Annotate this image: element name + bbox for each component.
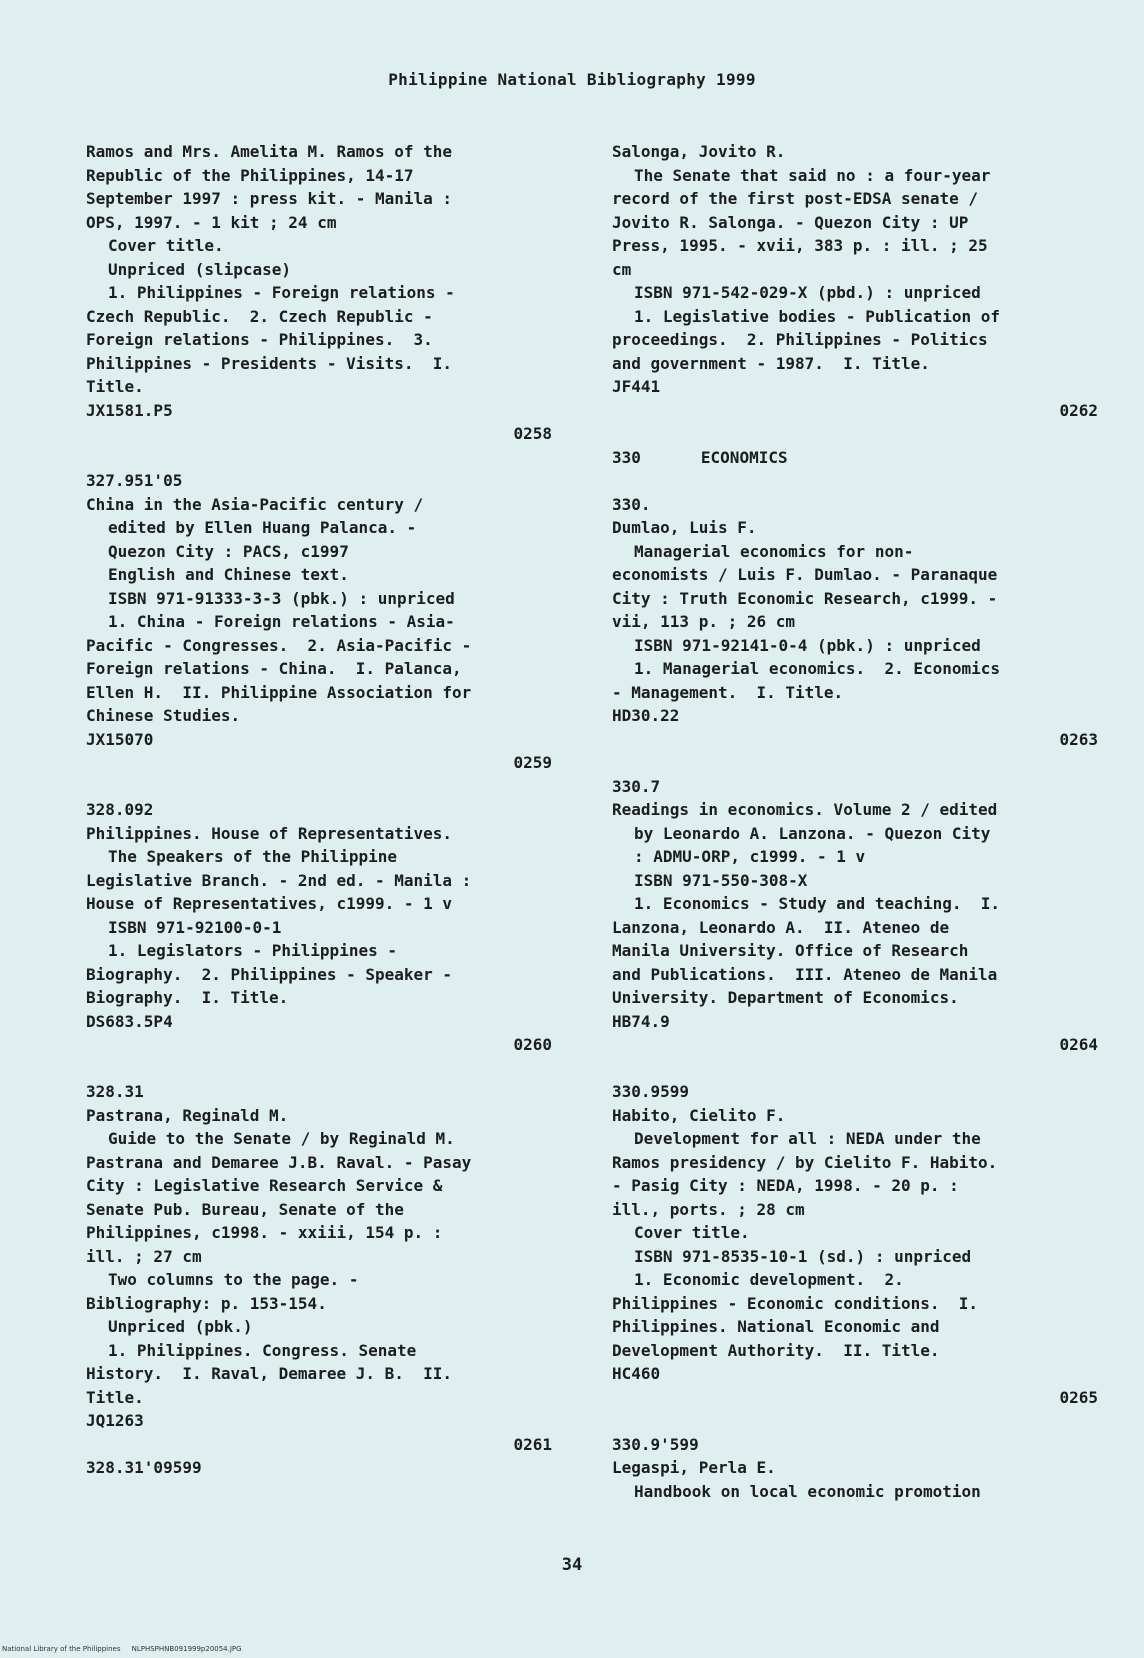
entry-note: Bibliography: p. 153-154.	[86, 1293, 327, 1313]
entry-0264	[612, 775, 1102, 1057]
entry-subject: Czech Republic. 2. Czech Republic -	[86, 306, 433, 326]
entry-subject: 1. Legislators - Philippines -	[108, 941, 397, 960]
class-number: 330.7	[612, 776, 661, 796]
entry-title: The Senate that said no : a four-year	[634, 165, 991, 185]
entry-title: Handbook on local economic promotion	[634, 1481, 981, 1501]
entry-subject: 1. Economic development. 2.	[634, 1270, 904, 1289]
page-header: Philippine National Bibliography 1999	[388, 70, 756, 89]
entry-number: 0259	[513, 753, 552, 772]
call-number: HD30.22	[612, 706, 680, 725]
entry-line: by Leonardo A. Lanzona. - Quezon City	[634, 823, 991, 843]
entry-author: Philippines. House of Representatives.	[86, 823, 453, 843]
entry-0263	[612, 493, 1102, 752]
entry-0258	[86, 140, 556, 446]
entry-author: Dumlao, Luis F.	[612, 518, 757, 537]
entry-line: Republic of the Philippines, 14-17	[86, 165, 414, 185]
call-number: JX15070	[86, 729, 154, 749]
call-number: JX1581.P5	[86, 400, 173, 420]
call-number: HC460	[612, 1364, 661, 1383]
entry-subject: History. I. Raval, Demaree J. B. II.	[86, 1364, 453, 1383]
entry-subject: Title.	[86, 377, 144, 396]
entry-line: - Pasig City : NEDA, 1998. - 20 p. :	[612, 1176, 959, 1195]
entry-note: Unpriced (slipcase)	[108, 259, 292, 279]
entry-0261	[86, 1080, 556, 1456]
entry-line: ill. ; 27 cm	[86, 1246, 202, 1266]
entry-0265	[612, 1080, 1102, 1409]
entry-line: economists / Luis F. Dumlao. - Paranaque	[612, 565, 998, 584]
entry-note: Cover title.	[634, 1223, 750, 1242]
entry-title: Guide to the Senate / by Reginald M.	[108, 1129, 455, 1148]
entry-line: City : Legislative Research Service &	[86, 1176, 443, 1195]
call-number: JQ1263	[86, 1411, 144, 1430]
entry-subject: Philippines. National Economic and	[612, 1317, 940, 1336]
section-label: ECONOMICS	[700, 447, 788, 467]
entry-number: 0258	[513, 424, 552, 443]
entry-line: September 1997 : press kit. - Manila :	[86, 189, 453, 208]
entry-note: ISBN 971-550-308-X	[634, 870, 808, 890]
entry-line: Philippines, c1998. - xxiii, 154 p. :	[86, 1223, 443, 1242]
entry-line: House of Representatives, c1999. - 1 v	[86, 894, 453, 913]
entry-subject: Development Authority. II. Title.	[612, 1340, 940, 1360]
entry-0260	[86, 798, 556, 1057]
entry-note: Two columns to the page. -	[108, 1270, 359, 1289]
class-number: 327.951'05	[86, 471, 183, 490]
entry-subject: Ellen H. II. Philippine Association for	[86, 682, 472, 702]
entry-subject: Manila University. Office of Research	[612, 941, 969, 960]
entry-note: ISBN 971-8535-10-1 (sd.) : unpriced	[634, 1246, 972, 1266]
entry-subject: 1. Economics - Study and teaching. I.	[634, 894, 1001, 913]
section-class: 330	[612, 447, 641, 467]
entry-author: Legaspi, Perla E.	[612, 1458, 776, 1477]
entry-line: : ADMU-ORP, c1999. - 1 v	[634, 847, 866, 866]
class-number: 330.9'599	[612, 1434, 699, 1454]
call-number: HB74.9	[612, 1011, 670, 1031]
entry-subject: Lanzona, Leonardo A. II. Ateneo de	[612, 917, 950, 937]
entry-note: ISBN 971-92100-0-1	[108, 917, 282, 937]
entry-author: Pastrana, Reginald M.	[86, 1105, 289, 1125]
entry-line: Ramos and Mrs. Amelita M. Ramos of the	[86, 142, 453, 161]
class-number: 328.31'09599	[86, 1458, 202, 1477]
entry-subject: Chinese Studies.	[86, 706, 241, 725]
entry-line: edited by Ellen Huang Palanca. -	[108, 518, 417, 537]
entry-subject: Biography. I. Title.	[86, 988, 289, 1007]
class-number: 330.9599	[612, 1082, 690, 1101]
entry-note: ISBN 971-91333-3-3 (pbk.) : unpriced	[108, 588, 455, 608]
class-number: 328.31	[86, 1082, 144, 1101]
entry-line: Pastrana and Demaree J.B. Raval. - Pasay	[86, 1152, 472, 1172]
entry-0262	[612, 140, 1102, 422]
entry-subject: and government - 1987. I. Title.	[612, 353, 930, 373]
entry-line: vii, 113 p. ; 26 cm	[612, 612, 796, 631]
entry-number: 0261	[513, 1434, 552, 1454]
entry-number: 0263	[1059, 729, 1098, 749]
entry-subject: 1. Managerial economics. 2. Economics	[634, 659, 1001, 678]
entry-subject: proceedings. 2. Philippines - Politics	[612, 330, 988, 349]
entry-line: City : Truth Economic Research, c1999. -	[612, 588, 998, 608]
entry-title: Readings in economics. Volume 2 / edited	[612, 800, 998, 819]
entry-title: Managerial economics for non-	[634, 541, 914, 561]
entry-note: ISBN 971-92141-0-4 (pbk.) : unpriced	[634, 635, 981, 655]
entry-line: Press, 1995. - xvii, 383 p. : ill. ; 25	[612, 236, 988, 255]
left-column	[86, 140, 556, 1480]
page-number: 34	[561, 1555, 583, 1575]
entry-note: ISBN 971-542-029-X (pbd.) : unpriced	[634, 283, 981, 302]
entry-line: OPS, 1997. - 1 kit ; 24 cm	[86, 212, 337, 232]
entry-title: China in the Asia-Pacific century /	[86, 494, 424, 514]
entry-line: Ramos presidency / by Cielito F. Habito.	[612, 1152, 998, 1172]
class-number: 328.092	[86, 800, 154, 819]
entry-number: 0264	[1059, 1035, 1098, 1054]
entry-subject: 1. Philippines. Congress. Senate	[108, 1340, 417, 1360]
class-number: 330.	[612, 494, 651, 514]
entry-subject: 1. Philippines - Foreign relations -	[108, 283, 455, 302]
entry-subject: 1. Legislative bodies - Publication of	[634, 306, 1001, 326]
entry-0259	[86, 469, 556, 775]
entry-subject: University. Department of Economics.	[612, 988, 959, 1007]
entry-line: record of the first post-EDSA senate /	[612, 189, 979, 208]
entry-subject: - Management. I. Title.	[612, 682, 844, 702]
scan-footer: National Library of the Philippines NLPHSPHNB091999p20054.JPG	[2, 1645, 242, 1653]
entry-subject: and Publications. III. Ateneo de Manila	[612, 964, 998, 984]
entry-subject: Biography. 2. Philippines - Speaker -	[86, 964, 453, 984]
entry-title: Development for all : NEDA under the	[634, 1129, 981, 1148]
entry-number: 0265	[1059, 1387, 1098, 1407]
entry-number: 0262	[1059, 400, 1098, 420]
entry-0266	[612, 1433, 1102, 1504]
entry-subject: Title.	[86, 1387, 144, 1407]
entry-line: Quezon City : PACS, c1997	[108, 541, 349, 561]
entry-subject: 1. China - Foreign relations - Asia-	[108, 612, 455, 631]
entry-line: Jovito R. Salonga. - Quezon City : UP	[612, 212, 969, 232]
entry-title: The Speakers of the Philippine	[108, 847, 397, 866]
entry-subject: Foreign relations - Philippines. 3.	[86, 330, 433, 349]
entry-line: Legislative Branch. - 2nd ed. - Manila :	[86, 870, 472, 890]
entry-subject: Philippines - Presidents - Visits. I.	[86, 353, 453, 373]
call-number: DS683.5P4	[86, 1011, 173, 1031]
entry-note: English and Chinese text.	[108, 565, 349, 584]
entry-author: Habito, Cielito F.	[612, 1105, 786, 1125]
call-number: JF441	[612, 377, 661, 396]
entry-subject: Foreign relations - China. I. Palanca,	[86, 659, 462, 678]
entry-number: 0260	[513, 1035, 552, 1054]
entry-subject: Philippines - Economic conditions. I.	[612, 1293, 979, 1313]
section-heading	[612, 446, 1102, 470]
entry-author: Salonga, Jovito R.	[612, 142, 786, 161]
right-column	[612, 140, 1102, 1503]
entry-line: cm	[612, 259, 632, 279]
entry-line: ill., ports. ; 28 cm	[612, 1199, 805, 1219]
entry-note: Cover title.	[108, 236, 224, 255]
entry-subject: Pacific - Congresses. 2. Asia-Pacific -	[86, 635, 472, 655]
entry-note: Unpriced (pbk.)	[108, 1317, 253, 1336]
entry-line: Senate Pub. Bureau, Senate of the	[86, 1199, 404, 1219]
